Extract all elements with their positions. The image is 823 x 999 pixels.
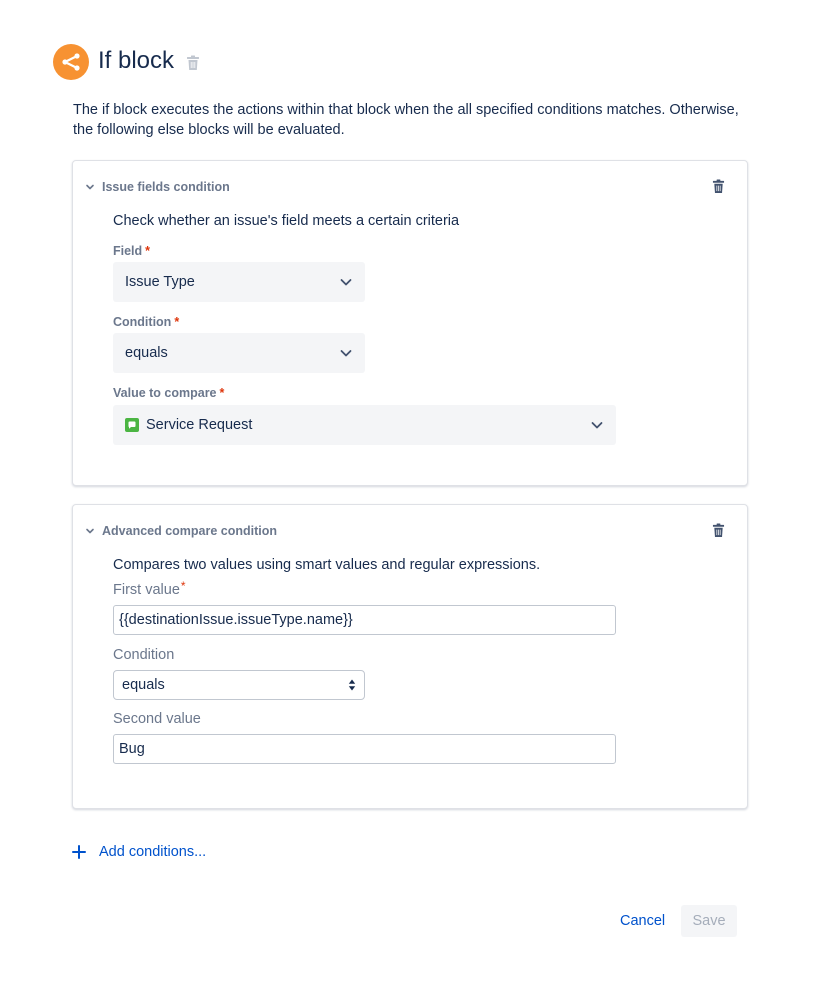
card-description: Check whether an issue's field meets a certain criteria [113,213,460,229]
condition-label: Condition [113,647,175,663]
service-request-icon [125,418,139,432]
updown-arrows-icon [348,678,356,692]
cancel-button[interactable]: Cancel [620,913,666,929]
save-button[interactable]: Save [681,905,737,937]
plus-icon [72,845,86,859]
advanced-compare-condition-card [72,504,748,809]
second-value-input[interactable] [113,734,616,764]
chevron-down-icon [339,346,353,360]
first-value-input[interactable] [113,605,616,635]
condition-select[interactable] [113,670,365,700]
condition-select-value: equals [125,345,168,361]
branch-icon [60,51,82,73]
value-to-compare-label: Value to compare * [113,386,225,400]
card-title[interactable]: Advanced compare condition [102,524,278,538]
trash-icon[interactable] [712,179,725,194]
value-to-compare-value: Service Request [146,417,253,433]
first-value-label: First value* [113,579,186,598]
condition-select[interactable] [113,333,365,373]
if-block-icon [53,44,89,80]
condition-select-value: equals [122,677,165,693]
chevron-down-icon[interactable] [85,182,95,192]
card-description: Compares two values using smart values and regular expressions. [113,557,541,573]
add-conditions-button[interactable] [72,844,206,860]
block-description: The if block executes the actions within that block when the all specified conditions matches. Otherwise, the following else blocks will be evaluated. [73,102,739,138]
value-to-compare-select[interactable] [113,405,616,445]
field-select-value: Issue Type [125,274,195,290]
chevron-down-icon [590,418,604,432]
field-label: Field * [113,244,151,258]
trash-icon[interactable] [186,55,200,71]
chevron-down-icon [339,275,353,289]
field-select[interactable] [113,262,365,302]
page-title: If block [98,47,175,74]
second-value-label: Second value [113,711,201,727]
trash-icon[interactable] [712,523,725,538]
issue-fields-condition-card [72,160,748,486]
chevron-down-icon[interactable] [85,526,95,536]
card-title[interactable]: Issue fields condition [102,180,230,194]
condition-label: Condition * [113,315,180,329]
add-conditions-label: Add conditions... [99,844,207,860]
